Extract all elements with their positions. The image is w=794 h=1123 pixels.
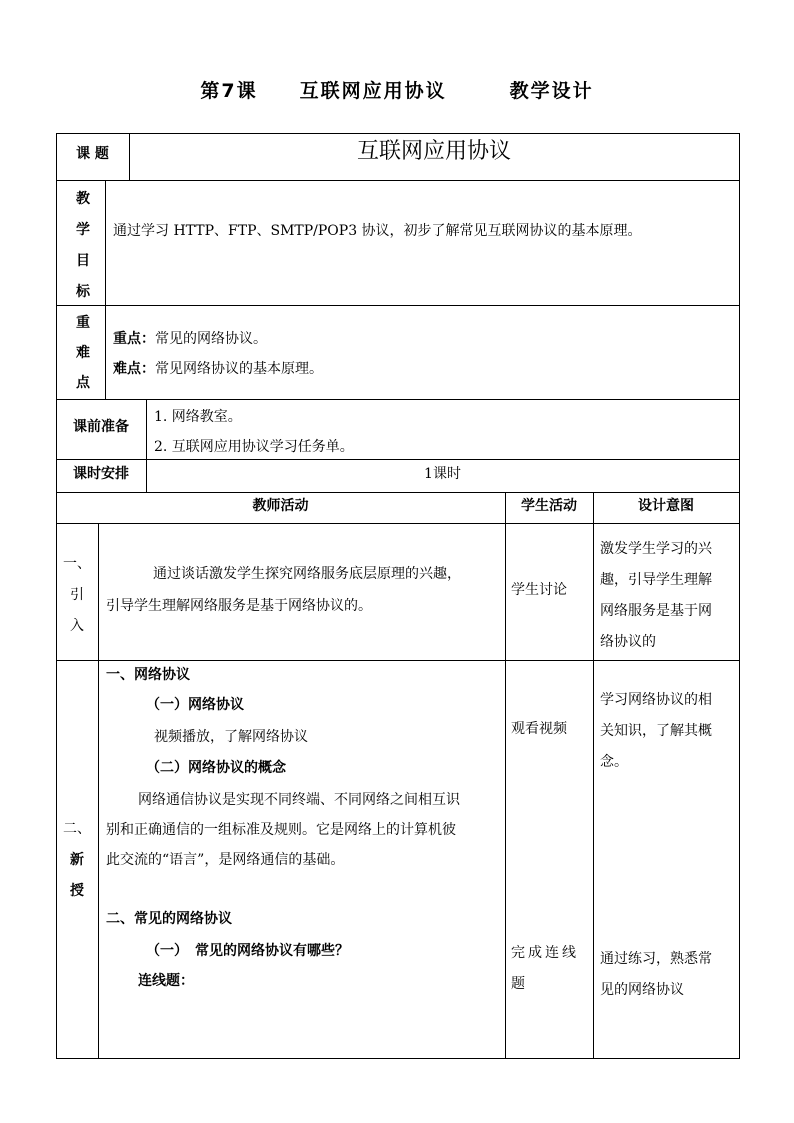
section-common-protocols-title: 二、常见的网络协议 <box>106 911 232 927</box>
intro-intent-line-3: 网络服务是基于网 <box>600 603 712 619</box>
header-design-intent: 设计意图 <box>638 498 694 514</box>
document-title: 第7课 互联网应用协议 教学设计 <box>200 80 594 102</box>
subsection-network-protocol: （一）网络协议 <box>146 697 244 713</box>
intent-learn-line-2: 关知识，了解其概 <box>600 723 712 739</box>
header-student-activity: 学生活动 <box>521 498 577 514</box>
objective-label: 教 学 目 标 <box>76 191 90 300</box>
student-matching-line-2: 题 <box>511 976 525 992</box>
hard-point: 难点：常见网络协议的基本原理。 <box>113 361 323 377</box>
preparation-label: 课前准备 <box>73 419 129 435</box>
intent-learn-line-1: 学习网络协议的相 <box>600 692 712 708</box>
student-matching-line-1: 完成连线 <box>511 945 579 961</box>
concept-line-1: 网络通信协议是实现不同终端、不同网络之间相互识 <box>138 792 460 808</box>
video-playback-text: 视频播放，了解网络协议 <box>154 729 308 745</box>
subsection-common-protocols: （一） 常见的网络协议有哪些？ <box>146 943 349 959</box>
student-watch-video: 观看视频 <box>511 721 567 737</box>
new-lesson-label: 二、 新 授 <box>63 821 91 899</box>
intro-student-activity: 学生讨论 <box>511 582 567 598</box>
matching-exercise-label: 连线题： <box>138 973 194 989</box>
schedule-value: 1课时 <box>424 466 461 482</box>
subsection-protocol-concept: （二）网络协议的概念 <box>146 760 286 776</box>
concept-line-2: 别和正确通信的一组标准及规则。它是网络上的计算机彼 <box>106 822 456 838</box>
schedule-label: 课时安排 <box>73 466 129 482</box>
intro-teacher-line-1: 通过谈话激发学生探究网络服务底层原理的兴趣， <box>153 566 461 582</box>
keypoints-label: 重 难 点 <box>76 315 90 391</box>
key-point: 重点：常见的网络协议。 <box>113 331 267 347</box>
objective-text: 通过学习 HTTP、FTP、SMTP/POP3 协议，初步了解常见互联网协议的基本原理。 <box>113 223 642 239</box>
preparation-item-1: 1. 网络教室。 <box>154 409 242 425</box>
intro-intent-line-2: 趣，引导学生理解 <box>600 572 712 588</box>
preparation-item-2: 2. 互联网应用协议学习任务单。 <box>154 439 354 455</box>
header-teacher-activity: 教师活动 <box>252 498 309 514</box>
topic-label: 课 题 <box>76 146 109 162</box>
section-network-protocol-title: 一、网络协议 <box>106 667 190 683</box>
intent-practice-line-1: 通过练习，熟悉常 <box>600 951 712 967</box>
intro-intent-line-4: 络协议的 <box>600 634 656 650</box>
intro-intent-line-1: 激发学生学习的兴 <box>600 541 712 557</box>
concept-line-3: 此交流的“语言”，是网络通信的基础。 <box>106 852 345 868</box>
intent-learn-line-3: 念。 <box>600 754 628 770</box>
topic-value: 互联网应用协议 <box>356 139 511 164</box>
intro-label: 一、 引 入 <box>63 556 91 634</box>
intro-teacher-line-2: 引导学生理解网络服务是基于网络协议的。 <box>106 598 372 614</box>
intent-practice-line-2: 见的网络协议 <box>600 982 684 998</box>
